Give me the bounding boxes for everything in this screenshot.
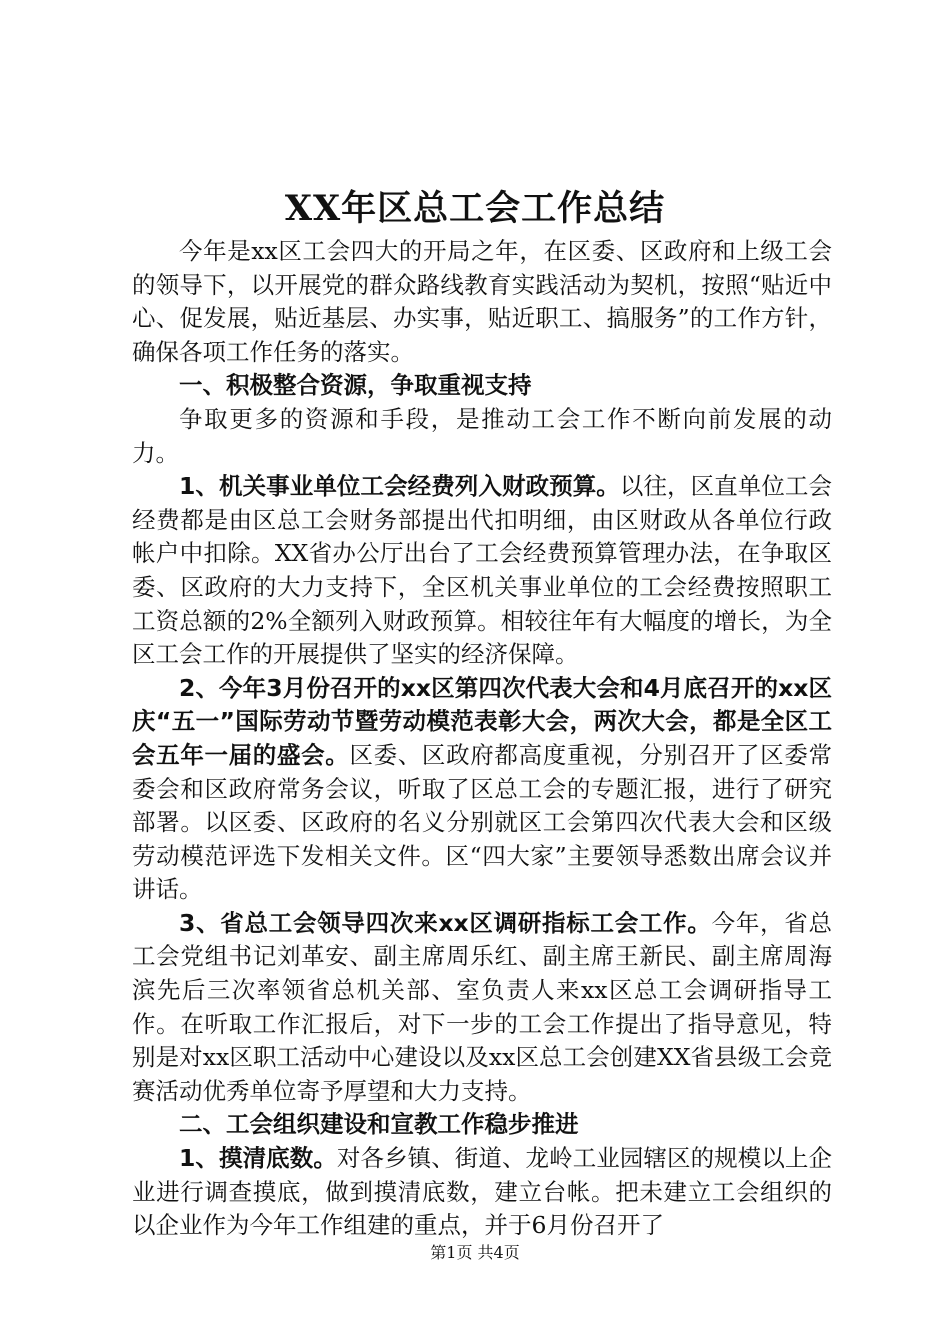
document-body — [132, 235, 832, 1243]
section-1-item-3 — [132, 907, 832, 1109]
section-1-heading: 一、积极整合资源，争取重视支持 — [179, 371, 532, 400]
section-1-item-3-text: 今年，省总工会党组书记刘革安、副主席周乐红、副主席王新民、副主席周海滨先后三次率领省总机关部、室负责人来xx区总工会调研指导工作。在听取工作汇报后，对下一步的工会工作提出了指导意见，特别是对xx区职工活动中心建设以及xx区总工会创建XX省县级工会竞赛活动优秀单位寄予厚望和大力支持。 — [132, 908, 833, 1105]
section-2-item-1-lead: 1、摸清底数。 — [179, 1144, 337, 1173]
section-2-item-1 — [132, 1142, 832, 1243]
section-1-intro: 争取更多的资源和手段，是推动工会工作不断向前发展的动力。 — [132, 404, 832, 467]
intro-paragraph: 今年是xx区工会四大的开局之年，在区委、区政府和上级工会的领导下，以开展党的群众路线教育实践活动为契机，按照“贴近中心、促发展，贴近基层、办实事，贴近职工、搞服务”的工作方针，确保各项工作任务的落实。 — [132, 237, 832, 366]
page-number-footer: 第1页 共4页 — [430, 1243, 520, 1262]
section-1-item-2-lead: 2、今年3月份召开的xx区第四次代表大会和4月底召开的xx区庆“五一”国际劳动节暨劳动模范表彰大会，两次大会，都是全区工会五年一届的盛会。 — [132, 673, 832, 769]
section-1-item-3-lead: 3、省总工会领导四次来xx区调研指标工会工作。 — [179, 908, 712, 937]
section-2-heading: 二、工会组织建设和宣教工作稳步推进 — [179, 1110, 579, 1139]
section-1-item-1-text: 以往，区直单位工会经费都是由区总工会财务部提出代扣明细，由区财政从各单位行政帐户中扣除。XX省办公厅出台了工会经费预算管理办法，在争取区委、区政府的大力支持下，全区机关事业单位的工会经费按照职工工资总额的2%全额列入财政预算。相较往年有大幅度的增长，为全区工会工作的开展提供了坚实的经济保障。 — [132, 472, 832, 669]
section-1-item-1-lead: 1、机关事业单位工会经费列入财政预算。 — [179, 472, 620, 501]
document-title: XX年区总工会工作总结 — [284, 188, 666, 229]
section-2-item-1-text: 对各乡镇、街道、龙岭工业园辖区的规模以上企业进行调查摸底，做到摸清底数，建立台帐。把未建立工会组织的以企业作为今年工作组建的重点，并于6月份召开了 — [132, 1144, 832, 1240]
section-1-item-1 — [132, 470, 832, 672]
section-1-item-2 — [132, 672, 832, 907]
section-1-item-2-text: 区委、区政府都高度重视，分别召开了区委常委会和区政府常务会议，听取了区总工会的专题汇报，进行了研究部署。以区委、区政府的名义分别就区工会第四次代表大会和区级劳动模范评选下发相关文件。区“四大家”主要领导悉数出席会议并讲话。 — [132, 740, 833, 904]
